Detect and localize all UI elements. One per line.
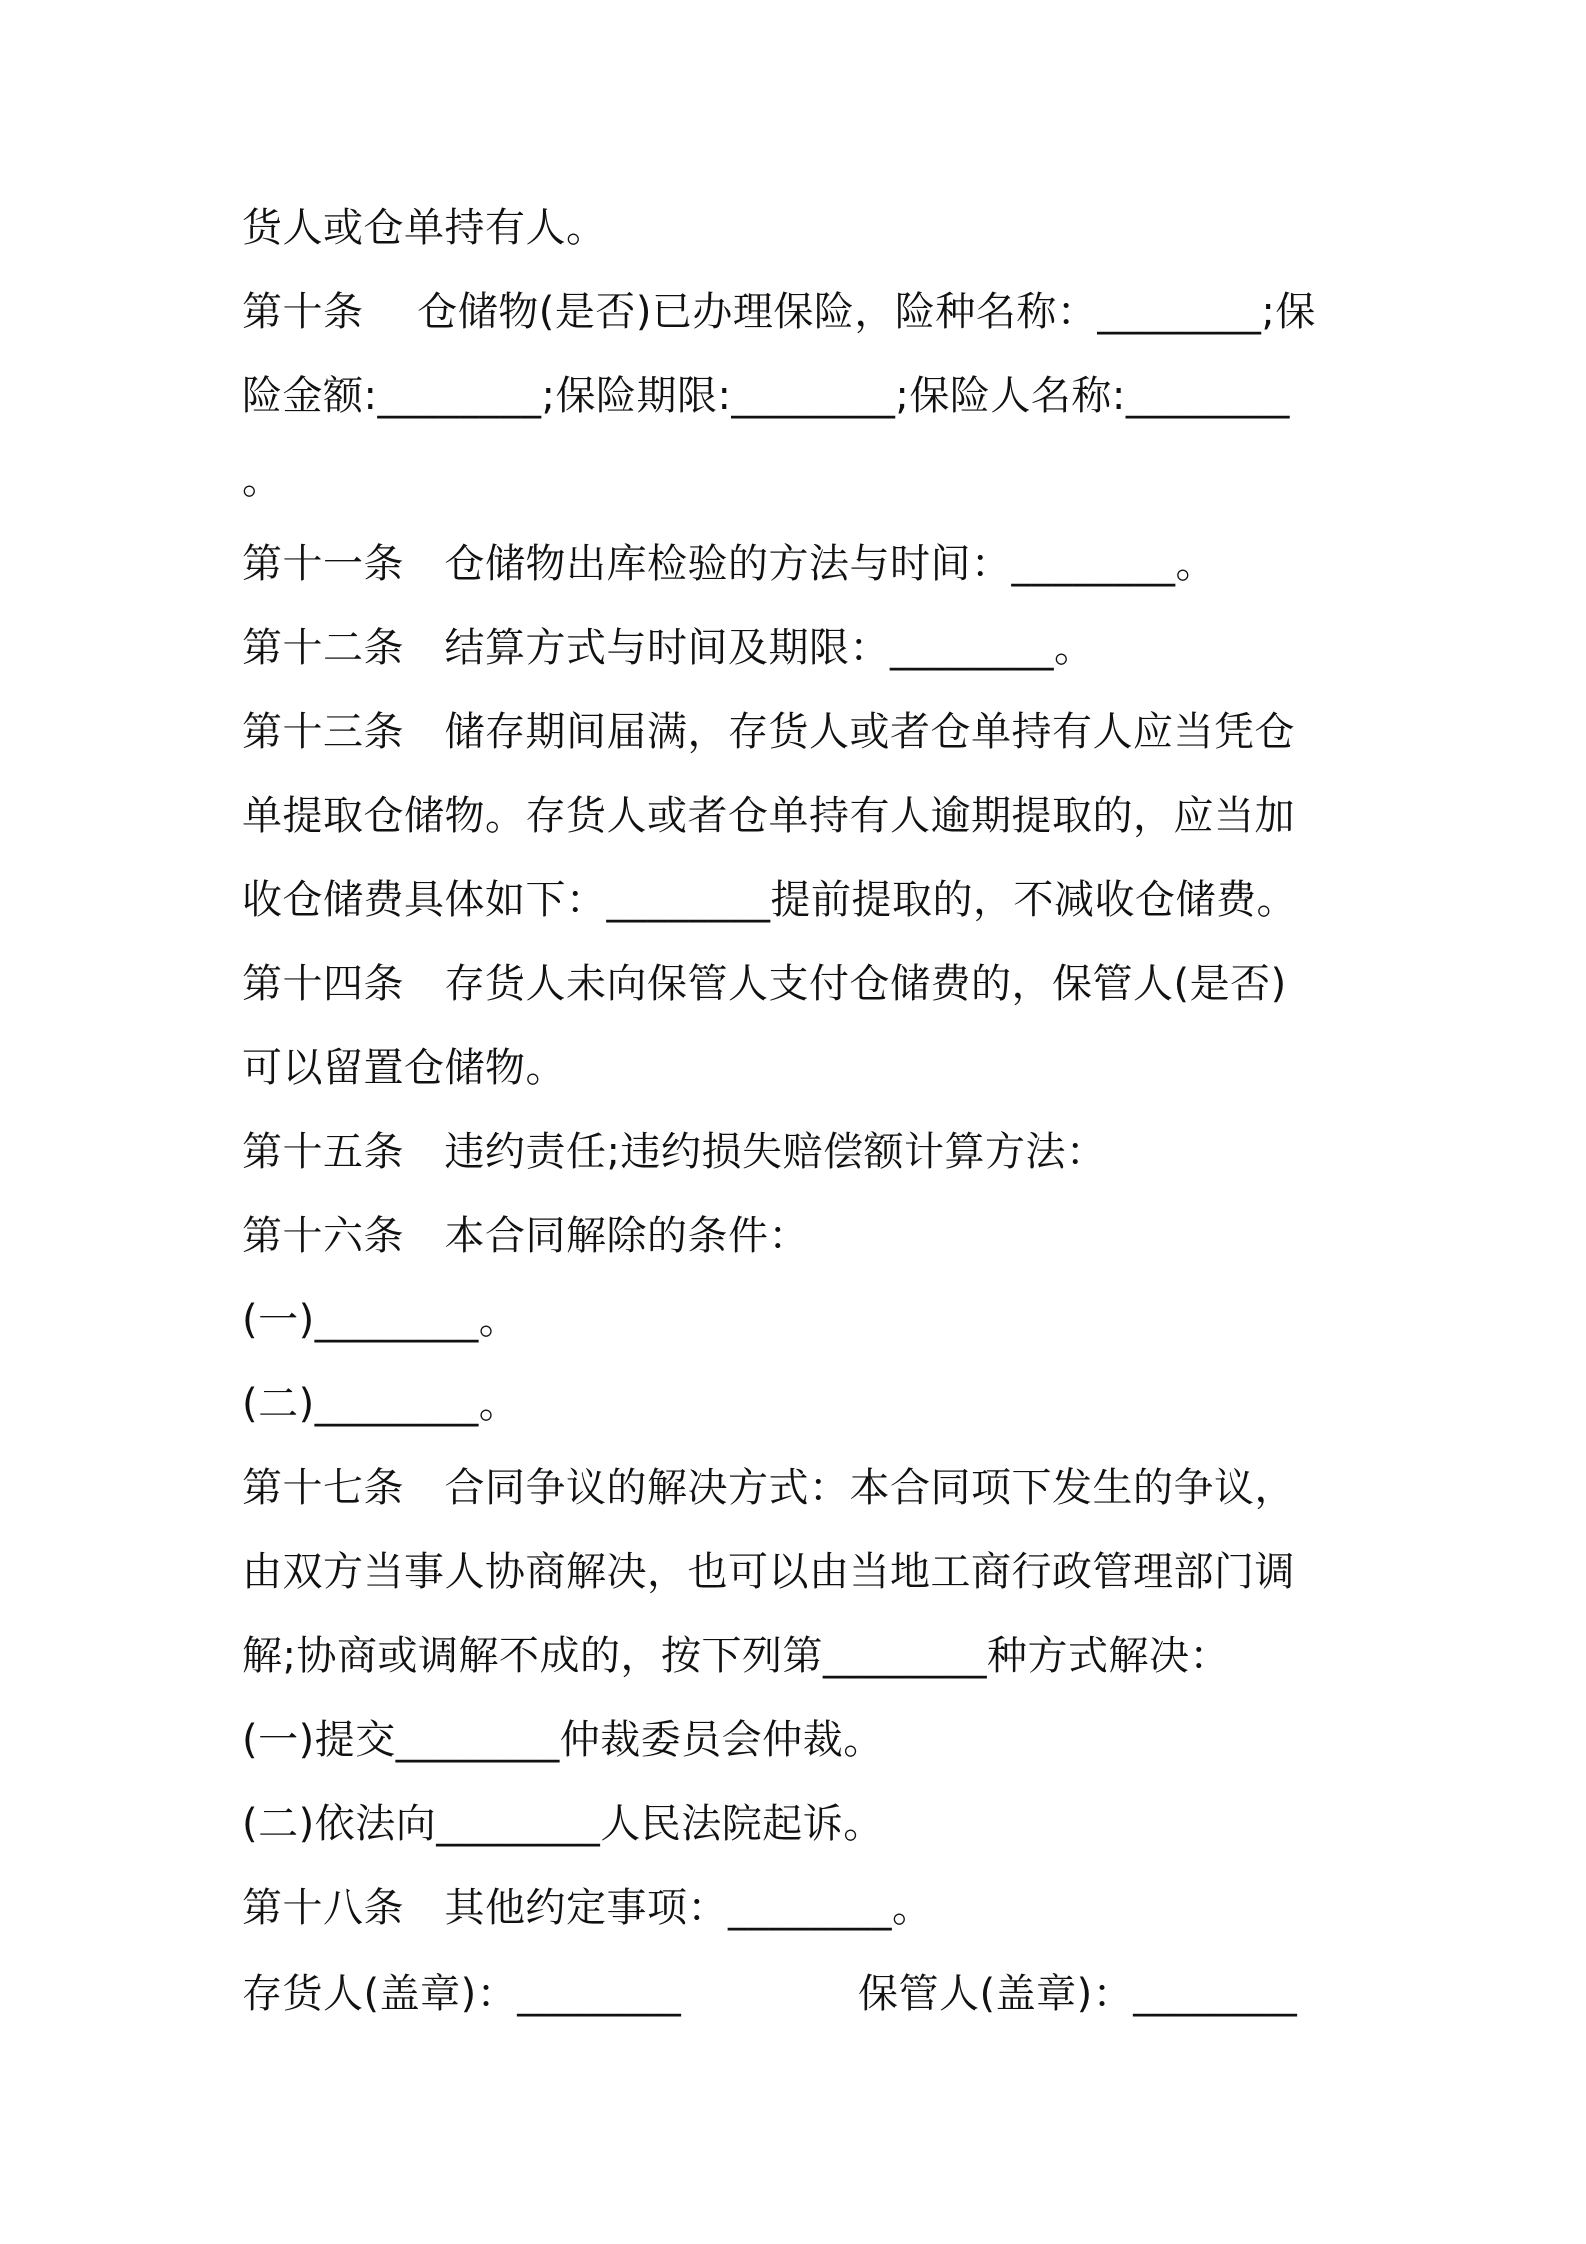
article-15: 第十五条 违约责任;违约损失赔偿额计算方法： (242, 1129, 1107, 1175)
article-17-line-3: 解;协商或调解不成的，按下列第________种方式解决： (242, 1633, 1230, 1679)
article-17-line-2: 由双方当事人协商解决，也可以由当地工商行政管理部门调 (242, 1549, 1295, 1595)
article-16: 第十六条 本合同解除的条件： (242, 1213, 809, 1259)
article-17-item-1: (一)提交________仲裁委员会仲裁。 (242, 1717, 884, 1763)
article-14-line-1: 第十四条 存货人未向保管人支付仓储费的，保管人(是否) (242, 961, 1287, 1007)
article-12: 第十二条 结算方式与时间及期限：________。 (242, 625, 1095, 671)
keeper-signature-field: 保管人(盖章)：________ (858, 1971, 1298, 2017)
article-17-line-1: 第十七条 合同争议的解决方式：本合同项下发生的争议， (242, 1465, 1295, 1511)
article-13-line-3: 收仓储费具体如下：________提前提取的，不减收仓储费。 (242, 877, 1297, 923)
article-10-line-3: 。 (242, 457, 283, 503)
depositor-signature-field: 存货人(盖章)：________ (242, 1971, 682, 2017)
article-11: 第十一条 仓储物出库检验的方法与时间：________。 (242, 541, 1216, 587)
text-line: 货人或仓单持有人。 (242, 205, 607, 251)
article-10-line-1: 第十条 仓储物(是否)已办理保险，险种名称：________;保 (242, 289, 1316, 335)
article-13-line-2: 单提取仓储物。存货人或者仓单持有人逾期提取的，应当加 (242, 793, 1295, 839)
article-16-item-2: (二)________。 (242, 1381, 520, 1427)
article-10-line-2: 险金额:________;保险期限:________;保险人名称:________ (242, 373, 1290, 419)
article-16-item-1: (一)________。 (242, 1297, 520, 1343)
article-13-line-1: 第十三条 储存期间届满，存货人或者仓单持有人应当凭仓 (242, 709, 1295, 755)
article-17-item-2: (二)依法向________人民法院起诉。 (242, 1801, 884, 1847)
article-18: 第十八条 其他约定事项：________。 (242, 1885, 933, 1931)
article-14-line-2: 可以留置仓储物。 (242, 1045, 566, 1091)
